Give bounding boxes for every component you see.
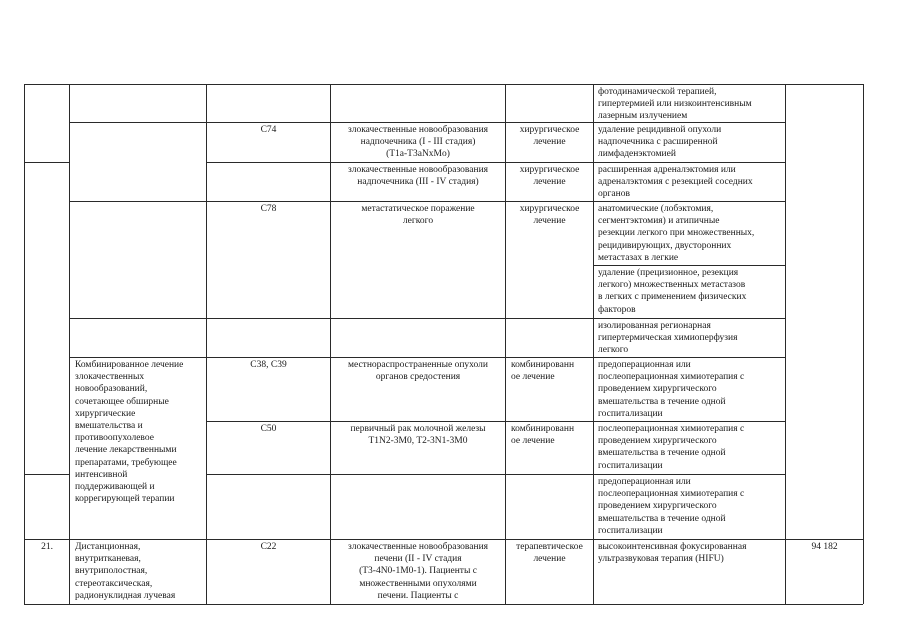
column-divider (593, 84, 594, 604)
row-rule (69, 357, 785, 358)
method-cell: предоперационная или послеоперационная химиотерапия с проведением хирургического вмешательства в течение одной госпитализации (598, 360, 745, 419)
diagnosis-cell: первичный рак молочной железы T1N2-3M0, T2-3N1-3M0 (350, 424, 486, 447)
table-left-border (24, 84, 25, 604)
row-rule (206, 421, 785, 422)
treatment-type-cell: комбинированн ое лечение (511, 360, 575, 383)
treatment-type-cell: терапевтическое лечение (516, 542, 583, 565)
row-rule (69, 201, 785, 202)
care-group-cell: Комбинированное лечение злокачественных новообразований, сочетающее обширные хирургические вмешательства и противоопухолевое лечение лекарственными препаратами, требующее интенсивной поддерживающей и коррегирующей терапии (75, 360, 184, 505)
method-cell: изолированная регионарная гипертермическая химиоперфузия легкого (598, 321, 738, 356)
diagnosis-cell: злокачественные новообразования надпочечника (I - III стадия) (T1a-T3aNxMo) (347, 125, 489, 160)
method-cell: высокоинтенсивная фокусированная ультразвуковая терапия (HIFU) (598, 542, 747, 565)
table-bottom-rule (24, 604, 863, 605)
cost-cell: 94 182 (811, 542, 838, 552)
method-cell: послеоперационная химиотерапия с проведением хирургического вмешательства в течение одной госпитализации (598, 424, 745, 471)
method-cell: анатомические (лобэктомия, сегментэктомия) и атипичные резекции легкого при множественных, рецидивирующих, двусторонних метастазах в легкие (598, 204, 755, 263)
method-cell: удаление (прецизионное, резекция легкого) множественных метастазов в легких с применением физических факторов (598, 268, 747, 315)
icd-code-cell: C74 (260, 125, 277, 135)
row-number-cell: 21. (41, 542, 53, 552)
row-rule (24, 162, 70, 163)
icd-code-cell: C78 (260, 204, 277, 214)
diagnosis-cell: местнораспространенные опухоли органов средостения (348, 360, 488, 383)
row-rule (24, 474, 70, 475)
treatment-type-cell: хирургическое лечение (519, 125, 580, 148)
column-divider (206, 84, 207, 604)
column-divider (785, 84, 786, 604)
method-cell: фотодинамической терапией, гипертермией или низкоинтенсивным лазерным излучением (598, 87, 752, 122)
column-divider (505, 84, 506, 604)
table-top-rule (24, 84, 863, 85)
treatment-type-cell: хирургическое лечение (519, 165, 580, 188)
diagnosis-cell: метастатическое поражение легкого (361, 204, 475, 227)
row-rule (69, 318, 785, 319)
row-rule (593, 265, 785, 266)
icd-code-cell: C50 (260, 424, 277, 434)
row-rule (24, 539, 863, 540)
icd-code-cell: C38, C39 (250, 360, 287, 370)
column-divider (69, 84, 70, 604)
method-cell: предоперационная или послеоперационная химиотерапия с проведением хирургического вмешательства в течение одной госпитализации (598, 477, 745, 536)
treatment-type-cell: хирургическое лечение (519, 204, 580, 227)
row-rule (206, 162, 785, 163)
icd-code-cell: C22 (260, 542, 277, 552)
diagnosis-cell: злокачественные новообразования надпочечника (III - IV стадия) (347, 165, 489, 188)
table-right-border (863, 84, 864, 604)
treatment-type-cell: комбинированн ое лечение (511, 424, 575, 447)
method-cell: удаление рецидивной опухоли надпочечника с расширенной лимфаденэктомией (598, 125, 722, 160)
care-group-cell: Дистанционная, внутритканевая, внутриполостная, стереотаксическая, радионуклидная лучевая (75, 542, 176, 601)
method-cell: расширенная адреналэктомия или адреналэктомия с резекцией соседних органов (598, 165, 753, 200)
column-divider (330, 84, 331, 604)
diagnosis-cell: злокачественные новообразования печени (II - IV стадия (T3-4N0-1M0-1). Пациенты с множественными опухолями печени. Пациенты с (347, 542, 489, 601)
row-rule (206, 474, 785, 475)
